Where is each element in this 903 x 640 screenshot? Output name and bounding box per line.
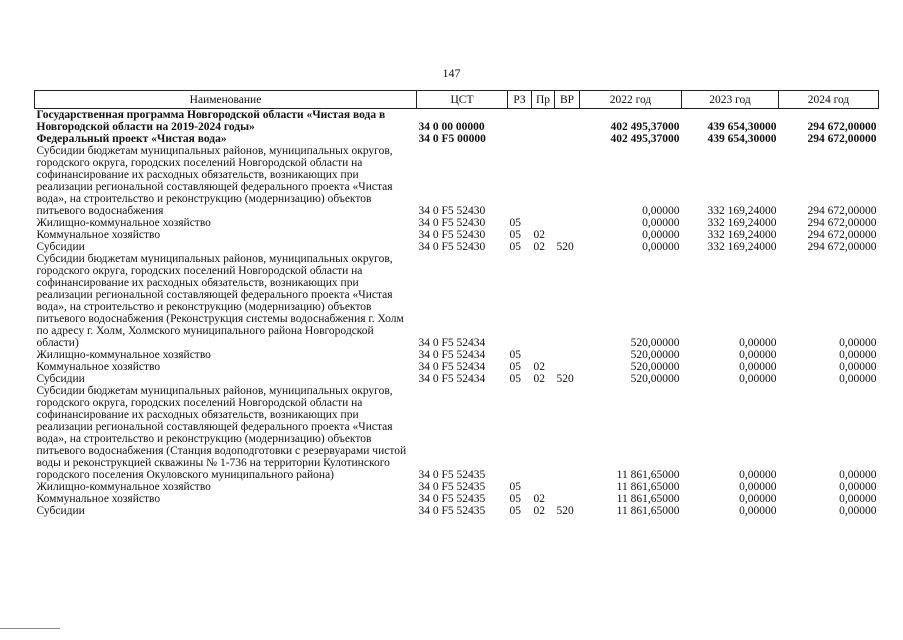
budget-table xyxy=(34,90,879,517)
row-vr-cell xyxy=(555,361,580,373)
row-2023-cell: 439 654,30000 xyxy=(707,121,777,133)
row-2022-cell: 520,00000 xyxy=(630,373,680,385)
row-2022-cell: 0,00000 xyxy=(642,241,680,253)
row-cst-cell: 34 0 F5 00000 xyxy=(418,133,486,145)
row-pr-cell xyxy=(532,145,555,217)
row-2024-cell: 0,00000 xyxy=(839,469,877,481)
row-name-cell: Жилищно-коммунальное хозяйство xyxy=(36,217,211,229)
row-2023-cell: 0,00000 xyxy=(739,481,777,493)
row-2023-cell: 0,00000 xyxy=(739,349,777,361)
row-2024-cell: 0,00000 xyxy=(839,493,877,505)
row-pr-cell xyxy=(532,133,555,145)
row-rz-cell: 05 xyxy=(509,349,521,361)
row-2024-cell: 294 672,00000 xyxy=(807,121,877,133)
row-2023-cell: 332 169,24000 xyxy=(707,241,777,253)
row-2023-cell: 0,00000 xyxy=(739,361,777,373)
row-name-cell: Субсидии xyxy=(36,241,85,253)
footer-divider xyxy=(0,628,60,629)
row-2023-cell: 332 169,24000 xyxy=(707,217,777,229)
row-name-cell: Коммунальное хозяйство xyxy=(36,229,161,241)
header-vr: ВР xyxy=(555,91,580,109)
row-cst-cell: 34 0 F5 52435 xyxy=(418,481,486,493)
row-cst-cell: 34 0 F5 52434 xyxy=(418,373,486,385)
row-2023-cell: 332 169,24000 xyxy=(707,229,777,241)
table-header-row xyxy=(35,91,879,109)
row-cst-cell: 34 0 00 00000 xyxy=(418,121,485,133)
row-2024-cell: 0,00000 xyxy=(839,337,877,349)
table-row xyxy=(35,481,879,493)
table-row xyxy=(35,385,879,481)
row-name-cell: Субсидии xyxy=(36,373,85,385)
row-rz-cell: 05 xyxy=(509,481,521,493)
row-vr-cell: 520 xyxy=(556,373,574,385)
row-name-cell: Государственная программа Новгородской области «Чистая вода в Новгородской области на 2019-2024 годы» xyxy=(36,109,386,133)
row-pr-cell xyxy=(532,109,555,134)
row-name-cell: Субсидии бюджетам муниципальных районов, муниципальных округов, городского округа, городских поселений Новгородской области на софинансирование их расходных обязательств, возникающих при реализации региональной составляющей федерального проекта «Чистая вода», на строительство и реконструкцию (модернизацию) объектов питьевого водоснабжения (Реконструкция системы водоснабжения г. Холм по адресу г. Холм, Холмского муниципального района Новгородской области) xyxy=(36,253,404,349)
row-pr-cell: 02 xyxy=(533,241,545,253)
row-cst-cell: 34 0 F5 52434 xyxy=(418,337,486,349)
row-rz-cell xyxy=(508,385,532,481)
row-vr-cell: 520 xyxy=(556,241,574,253)
row-cst-cell: 34 0 F5 52430 xyxy=(418,205,486,217)
row-2024-cell: 294 672,00000 xyxy=(807,205,877,217)
table-row xyxy=(35,493,879,505)
row-2022-cell: 0,00000 xyxy=(642,217,680,229)
table-row xyxy=(35,361,879,373)
row-cst-cell: 34 0 F5 52435 xyxy=(418,493,486,505)
row-pr-cell xyxy=(532,253,555,349)
row-2022-cell: 402 495,37000 xyxy=(610,133,680,145)
row-cst-cell: 34 0 F5 52430 xyxy=(418,241,486,253)
row-name-cell: Федеральный проект «Чистая вода» xyxy=(36,133,227,145)
row-pr-cell: 02 xyxy=(533,505,545,517)
row-2024-cell: 0,00000 xyxy=(839,373,877,385)
row-2022-cell: 520,00000 xyxy=(630,349,680,361)
row-name-cell: Субсидии xyxy=(36,505,85,517)
row-2022-cell: 0,00000 xyxy=(642,205,680,217)
row-cst-cell: 34 0 F5 52430 xyxy=(418,229,486,241)
row-2024-cell: 294 672,00000 xyxy=(807,241,877,253)
row-vr-cell xyxy=(555,253,580,349)
table-row xyxy=(35,373,879,385)
row-rz-cell: 05 xyxy=(509,493,521,505)
row-2023-cell: 0,00000 xyxy=(739,373,777,385)
row-vr-cell: 520 xyxy=(556,505,574,517)
row-name-cell: Субсидии бюджетам муниципальных районов, муниципальных округов, городского округа, городских поселений Новгородской области на софинансирование их расходных обязательств, возникающих при реализации региональной составляющей федерального проекта «Чистая вода», на строительство и реконструкцию (модернизацию) объектов питьевого водоснабжения xyxy=(36,145,393,217)
row-pr-cell xyxy=(532,385,555,481)
row-name-cell: Коммунальное хозяйство xyxy=(36,493,161,505)
row-2023-cell: 0,00000 xyxy=(739,337,777,349)
row-rz-cell: 05 xyxy=(509,373,521,385)
row-2024-cell: 0,00000 xyxy=(839,505,877,517)
row-2022-cell: 0,00000 xyxy=(642,229,680,241)
row-vr-cell xyxy=(555,109,580,134)
row-2022-cell: 11 861,65000 xyxy=(616,469,680,481)
row-name-cell: Субсидии бюджетам муниципальных районов, муниципальных округов, городского округа, городских поселений Новгородской области на софинансирование их расходных обязательств, возникающих при реализации региональной составляющей федерального проекта «Чистая вода», на строительство и реконструкцию (модернизацию) объектов питьевого водоснабжения (Станция водоподготовки с резервуарами чистой воды и реконструкцией скважины № 1-736 на территории Кулотинского городского поселения Окуловского муниципального района) xyxy=(36,385,407,481)
row-pr-cell xyxy=(532,481,555,493)
row-cst-cell: 34 0 F5 52435 xyxy=(418,505,486,517)
row-vr-cell xyxy=(555,481,580,493)
header-2023: 2023 год xyxy=(682,91,779,109)
row-2024-cell: 0,00000 xyxy=(839,349,877,361)
row-rz-cell: 05 xyxy=(509,217,521,229)
row-2022-cell: 402 495,37000 xyxy=(610,121,680,133)
row-rz-cell: 05 xyxy=(509,229,521,241)
row-vr-cell xyxy=(555,133,580,145)
row-name-cell: Жилищно-коммунальное хозяйство xyxy=(36,349,211,361)
row-vr-cell xyxy=(555,385,580,481)
row-2022-cell: 11 861,65000 xyxy=(616,505,680,517)
row-name-cell: Коммунальное хозяйство xyxy=(36,361,161,373)
table-row xyxy=(35,253,879,349)
row-pr-cell: 02 xyxy=(533,493,545,505)
header-2022: 2022 год xyxy=(580,91,682,109)
row-2023-cell: 0,00000 xyxy=(739,493,777,505)
table-row xyxy=(35,349,879,361)
table-row xyxy=(35,109,879,134)
row-2023-cell: 0,00000 xyxy=(739,469,777,481)
row-2023-cell: 439 654,30000 xyxy=(707,133,777,145)
row-pr-cell xyxy=(532,349,555,361)
table-row xyxy=(35,217,879,229)
row-2022-cell: 11 861,65000 xyxy=(616,481,680,493)
row-rz-cell: 05 xyxy=(509,361,521,373)
row-rz-cell xyxy=(508,253,532,349)
header-pr: Пр xyxy=(532,91,555,109)
row-pr-cell: 02 xyxy=(533,361,545,373)
table-row xyxy=(35,229,879,241)
header-cst: ЦСТ xyxy=(417,91,508,109)
table-row xyxy=(35,133,879,145)
row-vr-cell xyxy=(555,493,580,505)
row-2024-cell: 294 672,00000 xyxy=(807,217,877,229)
row-vr-cell xyxy=(555,229,580,241)
row-2024-cell: 0,00000 xyxy=(839,481,877,493)
header-name: Наименование xyxy=(35,91,417,109)
row-rz-cell: 05 xyxy=(509,505,521,517)
row-cst-cell: 34 0 F5 52430 xyxy=(418,217,486,229)
row-vr-cell xyxy=(555,217,580,229)
row-2022-cell: 520,00000 xyxy=(630,361,680,373)
row-pr-cell: 02 xyxy=(533,229,545,241)
table-body xyxy=(35,109,879,518)
row-rz-cell: 05 xyxy=(509,241,521,253)
row-rz-cell xyxy=(508,145,532,217)
row-vr-cell xyxy=(555,145,580,217)
row-pr-cell: 02 xyxy=(533,373,545,385)
row-2023-cell: 332 169,24000 xyxy=(707,205,777,217)
header-rz: РЗ xyxy=(508,91,532,109)
row-vr-cell xyxy=(555,349,580,361)
row-cst-cell: 34 0 F5 52434 xyxy=(418,361,486,373)
table-row xyxy=(35,241,879,253)
row-name-cell: Жилищно-коммунальное хозяйство xyxy=(36,481,211,493)
header-2024: 2024 год xyxy=(779,91,879,109)
row-rz-cell xyxy=(508,109,532,134)
row-2022-cell: 11 861,65000 xyxy=(616,493,680,505)
row-cst-cell: 34 0 F5 52435 xyxy=(418,469,486,481)
row-2022-cell: 520,00000 xyxy=(630,337,680,349)
row-2023-cell: 0,00000 xyxy=(739,505,777,517)
page-number: 147 xyxy=(442,66,461,80)
row-2024-cell: 294 672,00000 xyxy=(807,229,877,241)
row-rz-cell xyxy=(508,133,532,145)
table-row xyxy=(35,505,879,517)
table-row xyxy=(35,145,879,217)
row-2024-cell: 0,00000 xyxy=(839,361,877,373)
row-2024-cell: 294 672,00000 xyxy=(807,133,877,145)
row-pr-cell xyxy=(532,217,555,229)
row-cst-cell: 34 0 F5 52434 xyxy=(418,349,486,361)
